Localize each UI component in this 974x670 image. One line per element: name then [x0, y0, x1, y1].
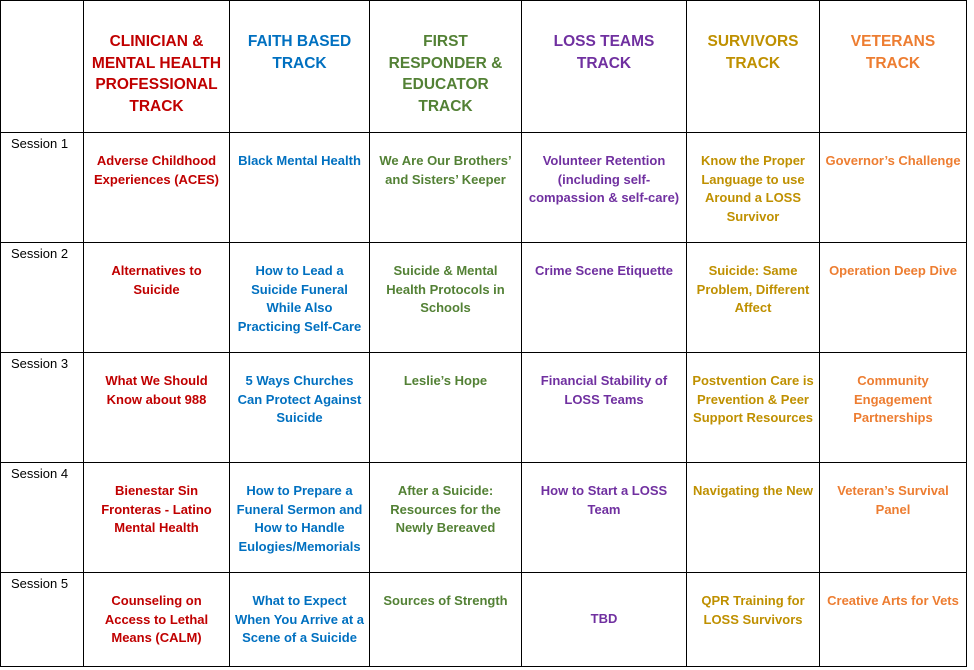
session-cell-survivors: Know the Proper Language to use Around a LOSS Survivor — [687, 133, 820, 243]
header-clinician-track: CLINICIAN & MENTAL HEALTH PROFESSIONAL TRACK — [84, 1, 230, 133]
session-cell-veterans: Creative Arts for Vets — [820, 573, 967, 667]
session-cell-loss-teams: Volunteer Retention (including self-compassion & self-care) — [522, 133, 687, 243]
session-cell-veterans: Governor’s Challenge — [820, 133, 967, 243]
session-cell-faith: How to Prepare a Funeral Sermon and How to Handle Eulogies/Memorials — [230, 463, 370, 573]
session-cell-faith: Black Mental Health — [230, 133, 370, 243]
session-cell-faith: How to Lead a Suicide Funeral While Also Practicing Self-Care — [230, 243, 370, 353]
session-cell-loss-teams: How to Start a LOSS Team — [522, 463, 687, 573]
session-label: Session 2 — [1, 243, 84, 353]
session-cell-clinician: Bienestar Sin Fronteras - Latino Mental Health — [84, 463, 230, 573]
header-faith-based-track: FAITH BASED TRACK — [230, 1, 370, 133]
session-cell-survivors: Suicide: Same Problem, Different Affect — [687, 243, 820, 353]
session-cell-veterans: Operation Deep Dive — [820, 243, 967, 353]
header-row — [1, 1, 967, 133]
header-first-responder-track: FIRST RESPONDER & EDUCATOR TRACK — [370, 1, 522, 133]
session-cell-loss-teams: Financial Stability of LOSS Teams — [522, 353, 687, 463]
session-cell-survivors: Navigating the New — [687, 463, 820, 573]
session-row — [1, 243, 967, 353]
session-cell-first-responder: Leslie’s Hope — [370, 353, 522, 463]
session-cell-veterans: Veteran’s Survival Panel — [820, 463, 967, 573]
session-cell-survivors: Postvention Care is Prevention & Peer Support Resources — [687, 353, 820, 463]
session-cell-clinician: Alternatives to Suicide — [84, 243, 230, 353]
session-row — [1, 573, 967, 667]
session-cell-clinician: Counseling on Access to Lethal Means (CALM) — [84, 573, 230, 667]
session-cell-veterans: Community Engagement Partnerships — [820, 353, 967, 463]
session-cell-first-responder: Sources of Strength — [370, 573, 522, 667]
session-label: Session 1 — [1, 133, 84, 243]
session-cell-faith: What to Expect When You Arrive at a Scene of a Suicide — [230, 573, 370, 667]
session-cell-first-responder: After a Suicide: Resources for the Newly Bereaved — [370, 463, 522, 573]
session-label: Session 5 — [1, 573, 84, 667]
session-cell-survivors: QPR Training for LOSS Survivors — [687, 573, 820, 667]
header-veterans-track: VETERANS TRACK — [820, 1, 967, 133]
header-loss-teams-track: LOSS TEAMS TRACK — [522, 1, 687, 133]
session-cell-clinician: What We Should Know about 988 — [84, 353, 230, 463]
session-cell-first-responder: Suicide & Mental Health Protocols in Schools — [370, 243, 522, 353]
header-survivors-track: SURVIVORS TRACK — [687, 1, 820, 133]
session-cell-faith: 5 Ways Churches Can Protect Against Suicide — [230, 353, 370, 463]
session-cell-first-responder: We Are Our Brothers’ and Sisters’ Keeper — [370, 133, 522, 243]
session-cell-clinician: Adverse Childhood Experiences (ACES) — [84, 133, 230, 243]
session-row — [1, 353, 967, 463]
session-label: Session 4 — [1, 463, 84, 573]
session-row — [1, 463, 967, 573]
corner-cell — [1, 1, 84, 133]
session-row — [1, 133, 967, 243]
session-cell-loss-teams: TBD — [522, 573, 687, 667]
session-label: Session 3 — [1, 353, 84, 463]
session-cell-loss-teams: Crime Scene Etiquette — [522, 243, 687, 353]
